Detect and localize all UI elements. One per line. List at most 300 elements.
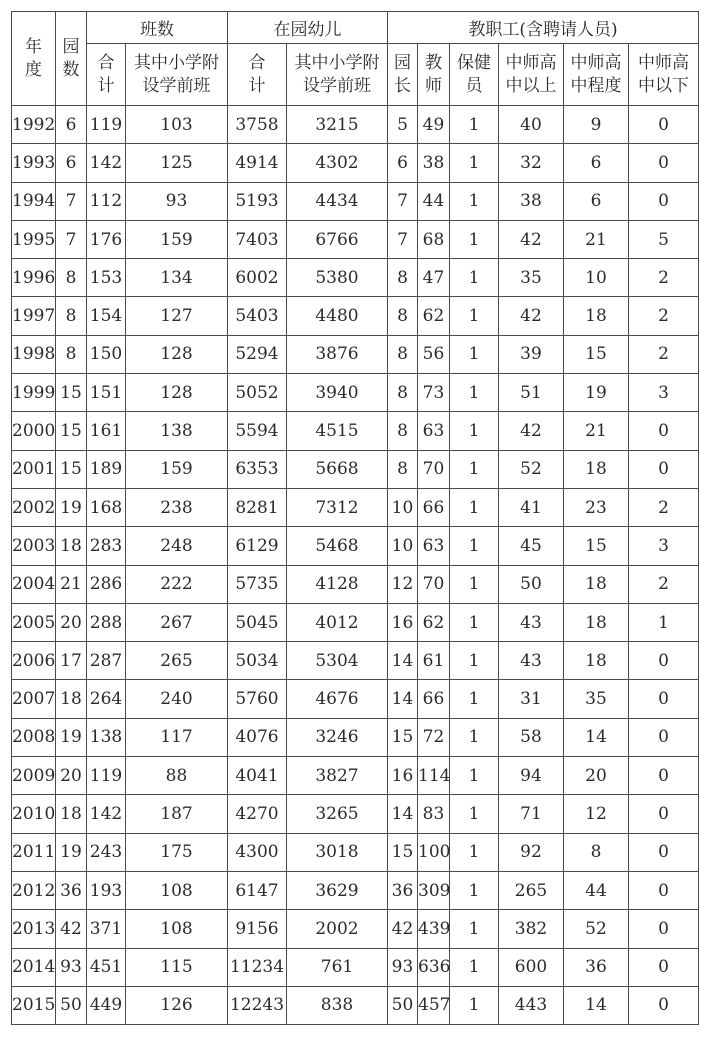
cell-park-count: 17 — [56, 642, 87, 680]
cell-year: 1996 — [12, 259, 56, 297]
cell-children-primary-attached: 3827 — [287, 757, 388, 795]
cell-high-normal-level: 14 — [564, 718, 629, 756]
header-children-total: 合 计 — [228, 44, 287, 106]
cell-classes-primary-attached: 108 — [126, 871, 228, 909]
cell-park-count: 21 — [56, 565, 87, 603]
cell-children-total: 7403 — [228, 220, 287, 258]
cell-classes-primary-attached: 103 — [126, 106, 228, 144]
cell-classes-total: 161 — [87, 412, 126, 450]
cell-classes-total: 176 — [87, 220, 126, 258]
table-row — [12, 795, 699, 833]
cell-below-high-normal: 0 — [629, 795, 699, 833]
cell-children-total: 5594 — [228, 412, 287, 450]
cell-above-high-normal: 43 — [499, 642, 564, 680]
cell-health-staff: 1 — [450, 986, 499, 1024]
cell-children-total: 5045 — [228, 603, 287, 641]
cell-classes-total: 264 — [87, 680, 126, 718]
cell-health-staff: 1 — [450, 680, 499, 718]
cell-year: 1992 — [12, 106, 56, 144]
cell-classes-primary-attached: 93 — [126, 182, 228, 220]
cell-children-total: 8281 — [228, 488, 287, 526]
cell-above-high-normal: 92 — [499, 833, 564, 871]
table-row — [12, 220, 699, 258]
cell-high-normal-level: 9 — [564, 106, 629, 144]
header-staff-group: 教职工(含聘请人员) — [388, 12, 699, 44]
cell-health-staff: 1 — [450, 259, 499, 297]
cell-health-staff: 1 — [450, 871, 499, 909]
cell-children-total: 4300 — [228, 833, 287, 871]
cell-below-high-normal: 5 — [629, 220, 699, 258]
cell-health-staff: 1 — [450, 297, 499, 335]
cell-children-primary-attached: 3629 — [287, 871, 388, 909]
cell-above-high-normal: 42 — [499, 220, 564, 258]
cell-above-high-normal: 40 — [499, 106, 564, 144]
cell-directors: 15 — [388, 833, 418, 871]
cell-above-high-normal: 58 — [499, 718, 564, 756]
header-classes-total: 合 计 — [87, 44, 126, 106]
cell-children-primary-attached: 838 — [287, 986, 388, 1024]
cell-teachers: 457 — [418, 986, 450, 1024]
cell-high-normal-level: 19 — [564, 374, 629, 412]
cell-below-high-normal: 0 — [629, 833, 699, 871]
cell-above-high-normal: 382 — [499, 910, 564, 948]
header-teachers: 教 师 — [418, 44, 450, 106]
cell-park-count: 6 — [56, 144, 87, 182]
cell-park-count: 19 — [56, 718, 87, 756]
cell-high-normal-level: 23 — [564, 488, 629, 526]
cell-classes-total: 154 — [87, 297, 126, 335]
table-row — [12, 718, 699, 756]
cell-classes-total: 283 — [87, 527, 126, 565]
cell-below-high-normal: 0 — [629, 144, 699, 182]
cell-above-high-normal: 50 — [499, 565, 564, 603]
cell-below-high-normal: 0 — [629, 910, 699, 948]
table-row — [12, 297, 699, 335]
cell-park-count: 7 — [56, 220, 87, 258]
cell-classes-total: 138 — [87, 718, 126, 756]
cell-above-high-normal: 32 — [499, 144, 564, 182]
cell-high-normal-level: 18 — [564, 603, 629, 641]
cell-below-high-normal: 0 — [629, 718, 699, 756]
cell-children-primary-attached: 3265 — [287, 795, 388, 833]
cell-health-staff: 1 — [450, 144, 499, 182]
cell-directors: 14 — [388, 642, 418, 680]
cell-teachers: 309 — [418, 871, 450, 909]
header-health-staff: 保健 员 — [450, 44, 499, 106]
cell-above-high-normal: 600 — [499, 948, 564, 986]
cell-teachers: 73 — [418, 374, 450, 412]
cell-directors: 42 — [388, 910, 418, 948]
cell-children-total: 4076 — [228, 718, 287, 756]
table-row — [12, 374, 699, 412]
cell-classes-total: 189 — [87, 450, 126, 488]
cell-classes-primary-attached: 126 — [126, 986, 228, 1024]
cell-year: 2005 — [12, 603, 56, 641]
cell-teachers: 68 — [418, 220, 450, 258]
cell-below-high-normal: 2 — [629, 259, 699, 297]
cell-high-normal-level: 20 — [564, 757, 629, 795]
cell-classes-primary-attached: 138 — [126, 412, 228, 450]
cell-high-normal-level: 18 — [564, 450, 629, 488]
cell-children-total: 6147 — [228, 871, 287, 909]
cell-below-high-normal: 3 — [629, 527, 699, 565]
table-row — [12, 986, 699, 1024]
cell-children-total: 6129 — [228, 527, 287, 565]
cell-classes-total: 142 — [87, 795, 126, 833]
cell-health-staff: 1 — [450, 565, 499, 603]
cell-park-count: 8 — [56, 335, 87, 373]
cell-health-staff: 1 — [450, 603, 499, 641]
header-row-top — [12, 12, 699, 44]
cell-children-primary-attached: 5668 — [287, 450, 388, 488]
cell-directors: 6 — [388, 144, 418, 182]
cell-below-high-normal: 0 — [629, 871, 699, 909]
cell-year: 2007 — [12, 680, 56, 718]
cell-classes-primary-attached: 267 — [126, 603, 228, 641]
header-park-count: 园 数 — [56, 12, 87, 106]
cell-children-primary-attached: 3018 — [287, 833, 388, 871]
cell-health-staff: 1 — [450, 718, 499, 756]
header-row-bottom — [12, 44, 699, 106]
cell-directors: 14 — [388, 795, 418, 833]
table-row — [12, 948, 699, 986]
cell-children-primary-attached: 761 — [287, 948, 388, 986]
table-row — [12, 910, 699, 948]
cell-park-count: 42 — [56, 910, 87, 948]
cell-classes-total: 287 — [87, 642, 126, 680]
cell-health-staff: 1 — [450, 374, 499, 412]
cell-high-normal-level: 12 — [564, 795, 629, 833]
statistics-table — [11, 11, 699, 1025]
cell-classes-total: 371 — [87, 910, 126, 948]
cell-below-high-normal: 0 — [629, 948, 699, 986]
cell-high-normal-level: 18 — [564, 297, 629, 335]
cell-teachers: 66 — [418, 488, 450, 526]
cell-children-total: 5052 — [228, 374, 287, 412]
cell-classes-total: 150 — [87, 335, 126, 373]
cell-high-normal-level: 35 — [564, 680, 629, 718]
cell-teachers: 63 — [418, 412, 450, 450]
cell-below-high-normal: 3 — [629, 374, 699, 412]
cell-year: 2006 — [12, 642, 56, 680]
header-high-normal-level: 中师高 中程度 — [564, 44, 629, 106]
header-directors: 园 长 — [388, 44, 418, 106]
cell-classes-primary-attached: 115 — [126, 948, 228, 986]
cell-park-count: 18 — [56, 795, 87, 833]
cell-classes-total: 243 — [87, 833, 126, 871]
table-row — [12, 680, 699, 718]
cell-high-normal-level: 18 — [564, 642, 629, 680]
header-below-high-normal: 中师高 中以下 — [629, 44, 699, 106]
cell-park-count: 8 — [56, 297, 87, 335]
cell-classes-primary-attached: 187 — [126, 795, 228, 833]
cell-year: 1995 — [12, 220, 56, 258]
cell-classes-total: 142 — [87, 144, 126, 182]
cell-directors: 10 — [388, 488, 418, 526]
header-children-primary-attached: 其中小学附 设学前班 — [287, 44, 388, 106]
cell-year: 1993 — [12, 144, 56, 182]
cell-classes-total: 193 — [87, 871, 126, 909]
cell-children-primary-attached: 5304 — [287, 642, 388, 680]
cell-classes-total: 451 — [87, 948, 126, 986]
cell-health-staff: 1 — [450, 642, 499, 680]
cell-year: 2004 — [12, 565, 56, 603]
cell-above-high-normal: 443 — [499, 986, 564, 1024]
cell-children-primary-attached: 4676 — [287, 680, 388, 718]
cell-classes-primary-attached: 240 — [126, 680, 228, 718]
cell-directors: 15 — [388, 718, 418, 756]
cell-above-high-normal: 43 — [499, 603, 564, 641]
table-row — [12, 565, 699, 603]
table-row — [12, 412, 699, 450]
cell-children-total: 5735 — [228, 565, 287, 603]
header-year: 年 度 — [12, 12, 56, 106]
cell-children-primary-attached: 5380 — [287, 259, 388, 297]
cell-children-total: 6002 — [228, 259, 287, 297]
cell-below-high-normal: 0 — [629, 642, 699, 680]
cell-classes-primary-attached: 159 — [126, 220, 228, 258]
cell-high-normal-level: 44 — [564, 871, 629, 909]
cell-above-high-normal: 45 — [499, 527, 564, 565]
cell-directors: 16 — [388, 603, 418, 641]
cell-below-high-normal: 0 — [629, 182, 699, 220]
cell-classes-primary-attached: 175 — [126, 833, 228, 871]
cell-teachers: 636 — [418, 948, 450, 986]
cell-health-staff: 1 — [450, 220, 499, 258]
cell-directors: 12 — [388, 565, 418, 603]
cell-children-primary-attached: 4128 — [287, 565, 388, 603]
cell-children-primary-attached: 4012 — [287, 603, 388, 641]
cell-year: 2014 — [12, 948, 56, 986]
cell-health-staff: 1 — [450, 833, 499, 871]
header-classes-primary-attached: 其中小学附 设学前班 — [126, 44, 228, 106]
table-row — [12, 833, 699, 871]
cell-park-count: 19 — [56, 488, 87, 526]
cell-above-high-normal: 41 — [499, 488, 564, 526]
cell-high-normal-level: 18 — [564, 565, 629, 603]
cell-park-count: 15 — [56, 374, 87, 412]
cell-year: 1997 — [12, 297, 56, 335]
cell-below-high-normal: 2 — [629, 488, 699, 526]
cell-park-count: 19 — [56, 833, 87, 871]
cell-high-normal-level: 36 — [564, 948, 629, 986]
cell-high-normal-level: 21 — [564, 220, 629, 258]
cell-children-primary-attached: 3215 — [287, 106, 388, 144]
cell-park-count: 18 — [56, 527, 87, 565]
table-row — [12, 144, 699, 182]
cell-children-total: 4041 — [228, 757, 287, 795]
cell-year: 2011 — [12, 833, 56, 871]
cell-year: 2000 — [12, 412, 56, 450]
cell-teachers: 49 — [418, 106, 450, 144]
header-classes-group: 班数 — [87, 12, 228, 44]
table-row — [12, 259, 699, 297]
cell-directors: 8 — [388, 412, 418, 450]
cell-teachers: 63 — [418, 527, 450, 565]
cell-health-staff: 1 — [450, 948, 499, 986]
cell-teachers: 61 — [418, 642, 450, 680]
cell-classes-total: 288 — [87, 603, 126, 641]
cell-children-total: 11234 — [228, 948, 287, 986]
table-body — [12, 106, 699, 1025]
cell-children-primary-attached: 4302 — [287, 144, 388, 182]
cell-children-total: 3758 — [228, 106, 287, 144]
cell-above-high-normal: 35 — [499, 259, 564, 297]
cell-children-total: 6353 — [228, 450, 287, 488]
cell-directors: 36 — [388, 871, 418, 909]
cell-classes-primary-attached: 159 — [126, 450, 228, 488]
cell-classes-primary-attached: 134 — [126, 259, 228, 297]
cell-children-total: 4270 — [228, 795, 287, 833]
cell-directors: 16 — [388, 757, 418, 795]
cell-above-high-normal: 31 — [499, 680, 564, 718]
cell-above-high-normal: 39 — [499, 335, 564, 373]
cell-directors: 8 — [388, 374, 418, 412]
cell-high-normal-level: 15 — [564, 527, 629, 565]
cell-classes-primary-attached: 108 — [126, 910, 228, 948]
table-row — [12, 106, 699, 144]
cell-above-high-normal: 71 — [499, 795, 564, 833]
cell-high-normal-level: 6 — [564, 182, 629, 220]
cell-children-primary-attached: 3940 — [287, 374, 388, 412]
cell-classes-total: 112 — [87, 182, 126, 220]
cell-below-high-normal: 0 — [629, 757, 699, 795]
cell-classes-total: 119 — [87, 757, 126, 795]
cell-children-primary-attached: 4480 — [287, 297, 388, 335]
cell-teachers: 62 — [418, 297, 450, 335]
cell-park-count: 20 — [56, 757, 87, 795]
cell-health-staff: 1 — [450, 795, 499, 833]
cell-directors: 8 — [388, 297, 418, 335]
cell-year: 1998 — [12, 335, 56, 373]
table-row — [12, 871, 699, 909]
cell-teachers: 114 — [418, 757, 450, 795]
table-row — [12, 527, 699, 565]
cell-teachers: 70 — [418, 450, 450, 488]
cell-park-count: 36 — [56, 871, 87, 909]
cell-classes-primary-attached: 222 — [126, 565, 228, 603]
cell-classes-total: 119 — [87, 106, 126, 144]
cell-directors: 14 — [388, 680, 418, 718]
cell-park-count: 18 — [56, 680, 87, 718]
table-header — [12, 12, 699, 106]
cell-classes-total: 449 — [87, 986, 126, 1024]
header-children-group: 在园幼儿 — [228, 12, 388, 44]
cell-park-count: 20 — [56, 603, 87, 641]
table-row — [12, 603, 699, 641]
table-row — [12, 450, 699, 488]
cell-above-high-normal: 38 — [499, 182, 564, 220]
cell-year: 2001 — [12, 450, 56, 488]
cell-directors: 8 — [388, 335, 418, 373]
cell-health-staff: 1 — [450, 335, 499, 373]
cell-classes-primary-attached: 265 — [126, 642, 228, 680]
cell-park-count: 15 — [56, 412, 87, 450]
cell-directors: 10 — [388, 527, 418, 565]
cell-classes-primary-attached: 127 — [126, 297, 228, 335]
cell-above-high-normal: 42 — [499, 412, 564, 450]
cell-children-primary-attached: 2002 — [287, 910, 388, 948]
cell-classes-total: 153 — [87, 259, 126, 297]
cell-classes-primary-attached: 248 — [126, 527, 228, 565]
cell-children-total: 5403 — [228, 297, 287, 335]
cell-park-count: 50 — [56, 986, 87, 1024]
cell-children-primary-attached: 3246 — [287, 718, 388, 756]
cell-health-staff: 1 — [450, 450, 499, 488]
cell-health-staff: 1 — [450, 182, 499, 220]
cell-below-high-normal: 0 — [629, 450, 699, 488]
cell-above-high-normal: 265 — [499, 871, 564, 909]
cell-classes-total: 151 — [87, 374, 126, 412]
cell-teachers: 38 — [418, 144, 450, 182]
cell-children-primary-attached: 3876 — [287, 335, 388, 373]
cell-park-count: 15 — [56, 450, 87, 488]
cell-classes-primary-attached: 117 — [126, 718, 228, 756]
cell-teachers: 62 — [418, 603, 450, 641]
cell-high-normal-level: 10 — [564, 259, 629, 297]
cell-health-staff: 1 — [450, 106, 499, 144]
cell-directors: 8 — [388, 259, 418, 297]
cell-below-high-normal: 1 — [629, 603, 699, 641]
table-row — [12, 182, 699, 220]
cell-teachers: 100 — [418, 833, 450, 871]
cell-high-normal-level: 52 — [564, 910, 629, 948]
cell-children-primary-attached: 7312 — [287, 488, 388, 526]
cell-health-staff: 1 — [450, 910, 499, 948]
table-row — [12, 757, 699, 795]
cell-children-total: 9156 — [228, 910, 287, 948]
cell-health-staff: 1 — [450, 488, 499, 526]
cell-below-high-normal: 0 — [629, 106, 699, 144]
cell-teachers: 47 — [418, 259, 450, 297]
cell-teachers: 44 — [418, 182, 450, 220]
cell-directors: 5 — [388, 106, 418, 144]
cell-below-high-normal: 2 — [629, 335, 699, 373]
cell-high-normal-level: 21 — [564, 412, 629, 450]
cell-teachers: 439 — [418, 910, 450, 948]
cell-classes-total: 286 — [87, 565, 126, 603]
cell-health-staff: 1 — [450, 412, 499, 450]
cell-below-high-normal: 0 — [629, 680, 699, 718]
cell-park-count: 7 — [56, 182, 87, 220]
cell-above-high-normal: 42 — [499, 297, 564, 335]
cell-high-normal-level: 15 — [564, 335, 629, 373]
cell-year: 2008 — [12, 718, 56, 756]
cell-high-normal-level: 14 — [564, 986, 629, 1024]
cell-directors: 7 — [388, 182, 418, 220]
cell-children-total: 12243 — [228, 986, 287, 1024]
cell-year: 2002 — [12, 488, 56, 526]
cell-high-normal-level: 8 — [564, 833, 629, 871]
cell-children-total: 5294 — [228, 335, 287, 373]
cell-children-primary-attached: 4515 — [287, 412, 388, 450]
cell-teachers: 56 — [418, 335, 450, 373]
cell-below-high-normal: 2 — [629, 297, 699, 335]
cell-directors: 93 — [388, 948, 418, 986]
table-row — [12, 335, 699, 373]
cell-below-high-normal: 2 — [629, 565, 699, 603]
cell-above-high-normal: 52 — [499, 450, 564, 488]
cell-classes-primary-attached: 88 — [126, 757, 228, 795]
cell-children-total: 5034 — [228, 642, 287, 680]
cell-year: 2012 — [12, 871, 56, 909]
table-row — [12, 642, 699, 680]
cell-year: 2003 — [12, 527, 56, 565]
cell-teachers: 66 — [418, 680, 450, 718]
cell-directors: 8 — [388, 450, 418, 488]
cell-children-primary-attached: 6766 — [287, 220, 388, 258]
table-row — [12, 488, 699, 526]
